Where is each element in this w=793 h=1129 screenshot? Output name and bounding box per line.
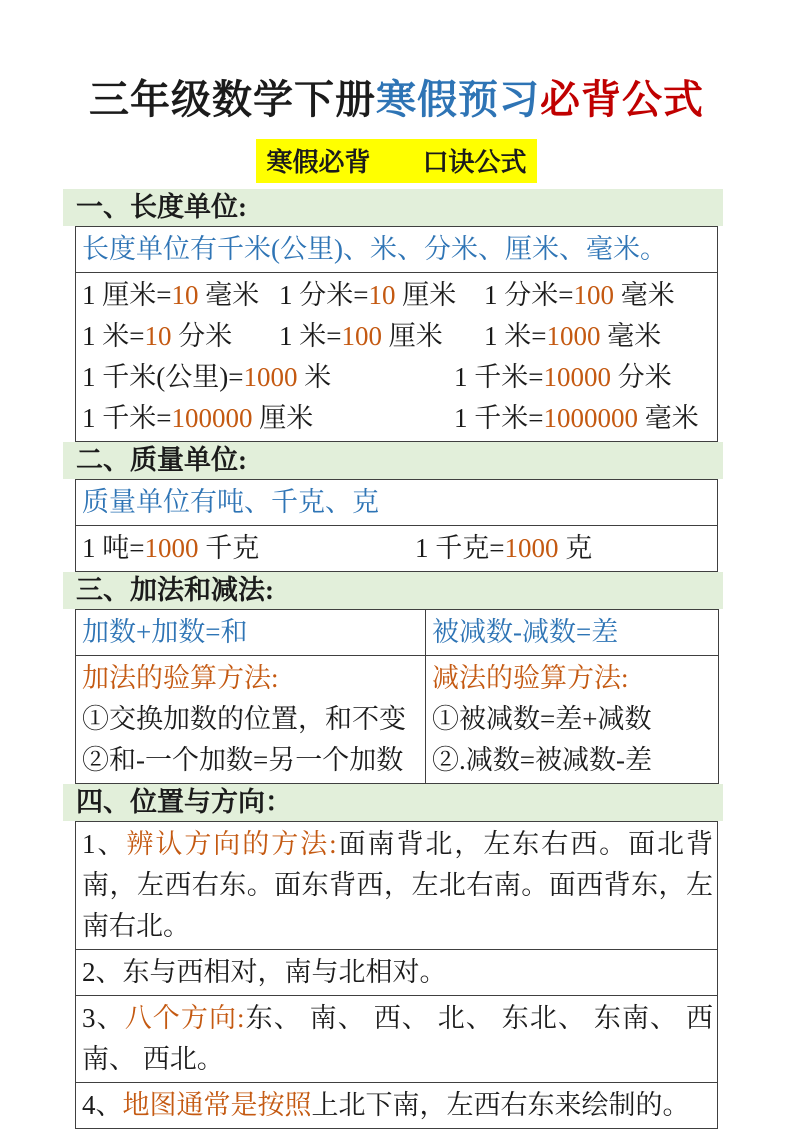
item-text: 东与西相对，南与北相对。 (122, 957, 447, 987)
subtraction-check-title: 减法的验算方法: (432, 663, 629, 693)
formula-number: 10 (368, 280, 396, 310)
page-title-blue-part: 寒假预习 (376, 77, 540, 122)
formula-number: 1000 (504, 533, 559, 563)
formula-number: 1000 (546, 321, 601, 351)
formula-text: 米 (297, 362, 332, 392)
subtitle-row (0, 139, 793, 183)
formula-number: 1000 (144, 533, 199, 563)
addition-formula: 加数+加数=和 (76, 610, 426, 656)
formula-text: 1 千米= (454, 403, 544, 433)
formula-number: 10 (171, 280, 199, 310)
conversion-formula (279, 275, 484, 316)
item-number: 3、 (82, 1003, 125, 1033)
conversion-formula (415, 528, 592, 569)
section-1-heading: 一、长度单位: (63, 189, 723, 226)
conversion-formula (454, 357, 672, 398)
formula-text: 厘米 (395, 280, 457, 310)
table-row (76, 950, 718, 996)
formula-text: 1 米= (279, 321, 342, 351)
formula-text: 1 厘米= (82, 280, 172, 310)
conversion-line (82, 275, 713, 316)
item-text: 上北下南，左西右东来绘制的。 (311, 1090, 690, 1120)
page-title (0, 0, 793, 125)
subtraction-check-item: ①被减数=差+减数 (432, 704, 652, 734)
table-row (76, 526, 718, 572)
eight-directions-cell (76, 996, 718, 1083)
formula-text: 厘米 (381, 321, 443, 351)
formula-text: 分米 (610, 362, 672, 392)
formula-text: 1 米= (484, 321, 547, 351)
conversion-formula (82, 528, 415, 569)
formula-text: 1 吨= (82, 533, 145, 563)
conversion-formula (82, 398, 454, 439)
table-row (76, 227, 718, 273)
conversion-line (82, 316, 713, 357)
length-units-intro: 长度单位有千米(公里)、米、分米、厘米、毫米。 (76, 227, 718, 273)
conversion-formula (82, 357, 454, 398)
item-text: 面南背北，左东右西。面北背南，左西右东。面东背西，左北右南。面西背东，左南右北。 (82, 829, 714, 941)
item-text: 东、 南、 西、 北、 东北、 东南、 西南、 西北。 (82, 1003, 713, 1074)
conversion-line (82, 357, 713, 398)
formula-text: 厘米 (252, 403, 314, 433)
formula-text: 1 分米= (279, 280, 369, 310)
formula-number: 1000000 (543, 403, 638, 433)
section-3-table (75, 609, 719, 784)
formula-text: 1 千米= (82, 403, 172, 433)
table-row (76, 480, 718, 526)
conversion-line (82, 398, 713, 439)
item-emphasis: 辨认方向的方法: (126, 829, 337, 859)
conversion-formula (279, 316, 484, 357)
formula-number: 100 (573, 280, 614, 310)
addition-check-cell (76, 656, 426, 784)
formula-text: 1 分米= (484, 280, 574, 310)
addition-check-title: 加法的验算方法: (82, 663, 279, 693)
formula-text: 千克 (198, 533, 260, 563)
item-emphasis: 八个方向: (124, 1003, 245, 1033)
table-row (76, 273, 718, 442)
subtraction-formula: 被减数-减数=差 (426, 610, 719, 656)
section-1-table (75, 226, 718, 442)
subtitle-highlight: 寒假必背 口诀公式 (256, 139, 536, 183)
table-row (76, 610, 719, 656)
table-row (76, 656, 719, 784)
section-4-heading: 四、位置与方向： (63, 784, 723, 821)
formula-text: 1 千米= (454, 362, 544, 392)
item-emphasis: 地图通常是按照 (122, 1090, 312, 1120)
subtraction-check-item: ②.减数=被减数-差 (432, 745, 652, 775)
addition-check-item: ①交换加数的位置，和不变 (82, 704, 406, 734)
formula-number: 100 (341, 321, 382, 351)
formula-number: 1000 (243, 362, 298, 392)
table-row (76, 822, 718, 950)
section-3-heading: 三、加法和减法: (63, 572, 723, 609)
conversion-formula (484, 275, 675, 316)
conversion-formula (454, 398, 699, 439)
conversion-formula (82, 316, 279, 357)
formula-text: 1 千米(公里)= (82, 362, 244, 392)
section-4-table (75, 821, 718, 1129)
formula-text: 毫米 (613, 280, 675, 310)
formula-text: 1 千克= (415, 533, 505, 563)
item-number: 4、 (82, 1090, 123, 1120)
mass-units-intro: 质量单位有吨、千克、克 (76, 480, 718, 526)
formula-number: 100000 (171, 403, 253, 433)
item-number: 2、 (82, 957, 123, 987)
formula-text: 1 米= (82, 321, 145, 351)
page-title-black-part: 三年级数学下册 (89, 77, 376, 122)
length-conversions-cell (76, 273, 718, 442)
formula-number: 10000 (543, 362, 611, 392)
formula-text: 毫米 (198, 280, 260, 310)
conversion-formula (484, 316, 661, 357)
item-number: 1、 (82, 829, 127, 859)
addition-check-item: ②和-一个加数=另一个加数 (82, 745, 404, 775)
table-row (76, 996, 718, 1083)
section-2-heading: 二、质量单位: (63, 442, 723, 479)
document-body (63, 189, 723, 1129)
page-title-red-part: 必背公式 (540, 77, 704, 122)
formula-text: 克 (558, 533, 593, 563)
formula-number: 10 (144, 321, 172, 351)
conversion-formula (82, 275, 279, 316)
formula-text: 分米 (171, 321, 233, 351)
section-2-table (75, 479, 718, 572)
formula-text: 毫米 (637, 403, 699, 433)
direction-method-cell (76, 822, 718, 950)
mass-conversions-cell (76, 526, 718, 572)
formula-text: 毫米 (600, 321, 662, 351)
subtraction-check-cell (426, 656, 719, 784)
opposite-directions-cell (76, 950, 718, 996)
